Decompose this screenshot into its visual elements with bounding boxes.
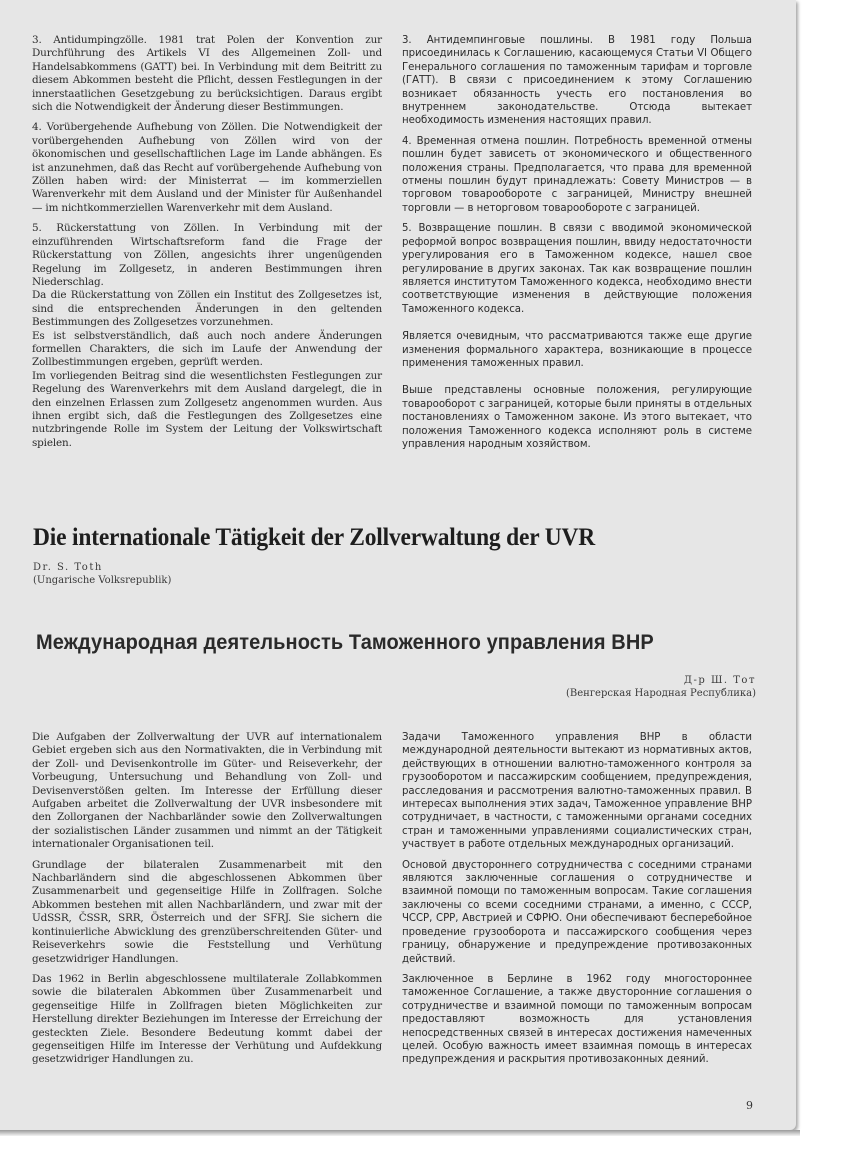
author-name: Dr. S. Toth [33, 562, 103, 573]
paragraph: 3. Antidumpingzölle. 1981 trat Polen der Konvention zur Durchführung des Artikels VI des Allgemeinen Zoll- und Handelsabkommens (GATT) bei. In Verbindung mit dem Beitritt zu diesem Abkommen besteht die Pflicht, dessen Festlegungen in der innerstaatlichen Gesetzgebung zu berücksichtigen. Daraus ergibt sich die Notwendigkeit der Änderung dieser Bestimmungen. [32, 34, 382, 114]
paragraph: 5. Rückerstattung von Zöllen. In Verbindung mit der einzuführenden Wirtschaftsreform fand die Frage der Rückerstattung von Zöllen, angesichts ihrer ungenügenden Regelung im Zollgesetz, in anderen Bestimmungen ihren Niederschlag. [32, 222, 382, 288]
german-author-block [33, 561, 171, 587]
paragraph: Основой двустороннего сотрудничества с соседними странами являются заключенные соглашения о сотрудничестве и взаимной помощи по таможенным вопросам. Такие соглашения заключены со всеми соседними странами, а именно, с СССР, ЧССР, СРР, Австрией и СФРЮ. Они обеспечивают бесперебойное проведение грузооборота и пассажирского сообщения через границу, обнаружение и предупреждение противозаконных действий. [402, 859, 752, 965]
paragraph: Задачи Таможенного управления ВНР в области международной деятельности вытекают из нормативных актов, действующих в отношении валютно-таможенного контроля за грузооборотом и пассажирским сообщением, предупреждения, расследования и рассмотрения валютно-таможенных правил. В интересах выполнения этих задач, Таможенное управление ВНР сотрудничает, в частности, с таможенными органами соседних стран и таможенными управлениями социалистических стран, участвует в работе отдельных международных организаций. [402, 732, 752, 851]
paragraph: 4. Vorübergehende Aufhebung von Zöllen. Die Notwendigkeit der vorübergehenden Aufhebung von Zöllen wird von der ökonomischen und gesellschaftlichen Lage im Lande abhängen. Es ist anzunehmen, daß das Recht auf vorübergehende Aufhebung von Zöllen haben wird: der Ministerrat — im kommerziellen Warenverkehr mit dem Ausland und der Minister für Außenhandel — im nichtkommerziellen Warenverkehr mit dem Ausland. [32, 121, 382, 214]
paragraph: Заключенное в Берлине в 1962 году многостороннее таможенное Соглашение, а также двусторонние соглашения о сотрудничестве и взаимной помощи по таможенным вопросам предоставляют возможность для установления непосредственных связей в интересах достижения намеченных целей. Особую важность имеет взаимная помощь в интересах предупреждения и раскрытия противозаконных деяний. [402, 973, 752, 1066]
paragraph: 4. Временная отмена пошлин. Потребность временной отмены пошлин будет зависеть от экономического и общественного положения страны. Предполагается, что права для временной отмены пошлин будут принадлежать: Совету Министров — в торговом товарообороте с заграницей, Министру внешней торговли — в неторговом товарообороте с заграницей. [402, 135, 752, 214]
author-name: Д-р Ш. Тот [683, 675, 756, 686]
russian-article-title: Международная деятельность Таможенного управления ВНР [36, 630, 654, 654]
top-german-column [32, 34, 382, 450]
top-russian-column [402, 34, 752, 458]
paragraph: Die Aufgaben der Zollverwaltung der UVR auf internationalem Gebiet ergeben sich aus den Normativakten, die in Verbindung mit der Zoll- und Devisenkontrolle im Güter- und Reiseverkehr, der Vorbeugung, Untersuchung und Behandlung von Zoll- und Devisenverstößen gelten. Im Interesse der Erfüllung dieser Aufgaben arbeitet die Zollverwaltung der UVR insbesondere mit den Zollorganen der Nachbarländer sowie den Zollverwaltungen der sozialistischen Länder zusammen und nimmt an der Tätigkeit internationaler Organisationen teil. [32, 731, 382, 851]
paragraph: Grundlage der bilateralen Zusammenarbeit mit den Nachbarländern sind die abgeschlossenen Abkommen über Zusammenarbeit und gegenseitige Hilfe in Zollfragen. Solche Abkommen bestehen mit allen Nachbarländern, und zwar mit der UdSSR, ČSSR, SRR, Österreich und der SFRJ. Sie sichern die kontinuierliche Abwicklung des grenzüberschreitenden Güter- und Reiseverkehrs sowie die Feststellung und Verhütung gesetzwidriger Handlungen. [32, 858, 382, 965]
russian-author-block [566, 674, 756, 700]
german-article-body [32, 731, 382, 1074]
paragraph: 5. Возвращение пошлин. В связи с вводимой экономической реформой вопрос возвращения пошлин, ввиду недостаточности урегулирования его в Таможенном кодексе, нашел свое регулирование в других законах. Так как возвращение пошлин является институтом Таможенного кодекса, необходимо внести соответствующие изменения в действующие положения Таможенного кодекса. [402, 223, 752, 315]
russian-article-body [402, 731, 752, 1074]
paragraph: 3. Антидемпинговые пошлины. В 1981 году Польша присоединилась к Соглашению, касающемуся Статьи VI Общего Генерального соглашения по таможенным тарифам и торговле (ГАТТ). В связи с присоединением к этому Соглашению возникает обязанность учесть его постановления во внутреннем законодательстве. Отсюда вытекает необходимость изменения настоящих правил. [402, 35, 752, 127]
page-number: 9 [746, 1099, 753, 1112]
german-article-title: Die internationale Tätigkeit der Zollverwaltung der UVR [33, 522, 596, 551]
page-edge-shadow [0, 1130, 800, 1136]
paragraph: Es ist selbstverständlich, daß auch noch andere Änderungen formellen Charakters, die sich im Laufe der Anwendung der Zollbestimmungen ergeben, geprüft werden. [32, 329, 382, 369]
author-affiliation: (Ungarische Volksrepublik) [33, 575, 172, 586]
paragraph: Im vorliegenden Beitrag sind die wesentlichsten Festlegungen zur Regelung des Warenverkehrs mit dem Ausland dargelegt, die in den einzelnen Erlassen zum Zollgesetz angenommen wurden. Aus ihnen ergibt sich, daß die Festlegungen des Zollgesetzes eine nutzbringende Rolle im System der Leitung der Volkswirtschaft spielen. [32, 369, 382, 449]
paragraph: Является очевидным, что рассматриваются также еще другие изменения формального характера, возникающие в процессе применения таможенных правил. [402, 331, 752, 369]
paragraph: Das 1962 in Berlin abgeschlossene multilaterale Zollabkommen sowie die bilateralen Abkommen über Zusammenarbeit und gegenseitige Hilfe in Zollfragen bieten Möglichkeiten zur Herstellung direkter Beziehungen im Interesse der Erreichung der gesteckten Ziele. Besondere Bedeutung kommt dabei der gegenseitigen Hilfe im Interesse der Verhütung und Aufdekkung gesetzwidriger Handlungen zu. [32, 972, 382, 1066]
paragraph: Выше представлены основные положения, регулирующие товарооборот с заграницей, которые были приняты в отдельных постановлениях о Таможенном законе. Из этого вытекает, что положения Таможенного кодекса исполняют роль в системе управления народным хозяйством. [402, 385, 752, 450]
paragraph: Da die Rückerstattung von Zöllen ein Institut des Zollgesetzes ist, sind die entsprechenden Änderungen in den geltenden Bestimmungen des Zollgesetzes vorzunehmen. [32, 289, 382, 329]
author-affiliation: (Венгерская Народная Республика) [565, 688, 756, 699]
